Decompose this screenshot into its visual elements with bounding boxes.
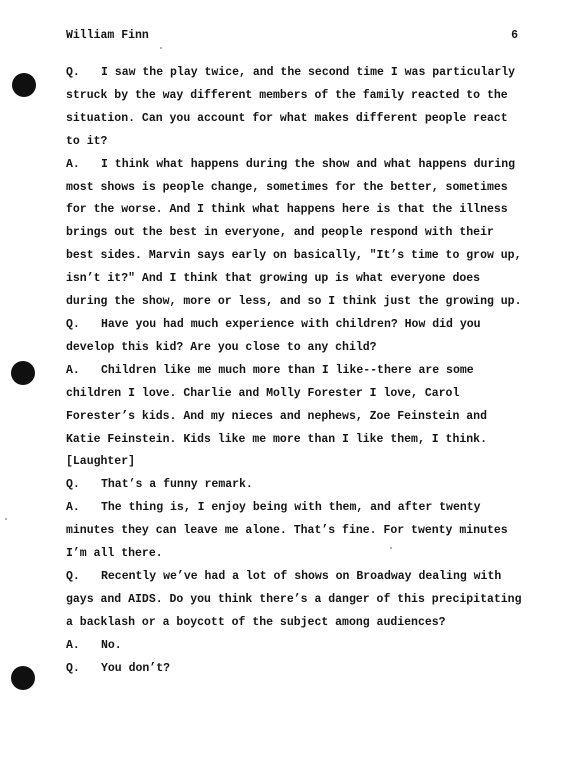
answer-paragraph [66,635,526,658]
binder-hole-middle [11,361,35,385]
question-paragraph [66,566,526,635]
paragraph-text: That’s a funny remark. [101,478,253,492]
answer-paragraph [66,154,526,314]
paragraph-text: Recently we’ve had a lot of shows on Broadway dealing with gays and AIDS. Do you think there’s a danger of this precipitating a backlash or a boycott of the subject among audiences? [66,569,522,629]
scan-speck [5,518,7,520]
paragraph-text: Children like me much more than I like--there are some children I love. Charlie and Molly Forester I love, Carol Forester’s kids. And my nieces and nephews, Zoe Feinstein and Katie Feinstein. Kids like me more than I like them, I think. [Laughter] [66,363,487,469]
speaker-label: A. [66,638,80,652]
header-name: William Finn [66,29,149,42]
answer-paragraph [66,497,526,566]
paragraph-text: You don’t? [101,661,171,675]
page-number: 6 [511,29,518,42]
paragraph-text: The thing is, I enjoy being with them, and after twenty minutes they can leave me alone. That’s fine. For twenty minutes I’m all there. [66,501,508,561]
speaker-label: A. [66,363,80,377]
speaker-label: A. [66,501,80,515]
speaker-label: Q. [66,478,80,492]
question-paragraph [66,314,526,360]
binder-hole-top [12,73,36,97]
answer-paragraph [66,360,526,475]
paragraph-text: Have you had much experience with children? How did you develop this kid? Are you close to any child? [66,317,481,354]
question-paragraph [66,474,526,497]
paragraph-text: No. [101,638,122,652]
speaker-label: Q. [66,66,80,79]
paragraph-text: I saw the play twice, and the second time I was particularly struck by the way different members of the family reacted to the situation. Can you account for what makes different people react to it? [66,66,516,148]
speaker-label: Q. [66,661,80,675]
binder-hole-bottom [11,666,35,690]
interview-transcript [66,62,526,680]
speaker-label: Q. [66,317,80,331]
paragraph-text: I think what happens during the show and what happens during most shows is people change, sometimes for the better, sometimes for the worse. And I think what happens here is that the illness brings out the best in everyone, and people respond with their best sides. Marvin says early on basically, "It’s time to grow up, isn’t it?" And I think that growing up is what everyone does during the show, more or less, and so I think just the growing up. [66,157,522,309]
question-paragraph [66,658,526,681]
scan-speck [160,47,162,49]
question-paragraph [66,62,526,154]
speaker-label: A. [66,157,80,171]
speaker-label: Q. [66,569,80,583]
